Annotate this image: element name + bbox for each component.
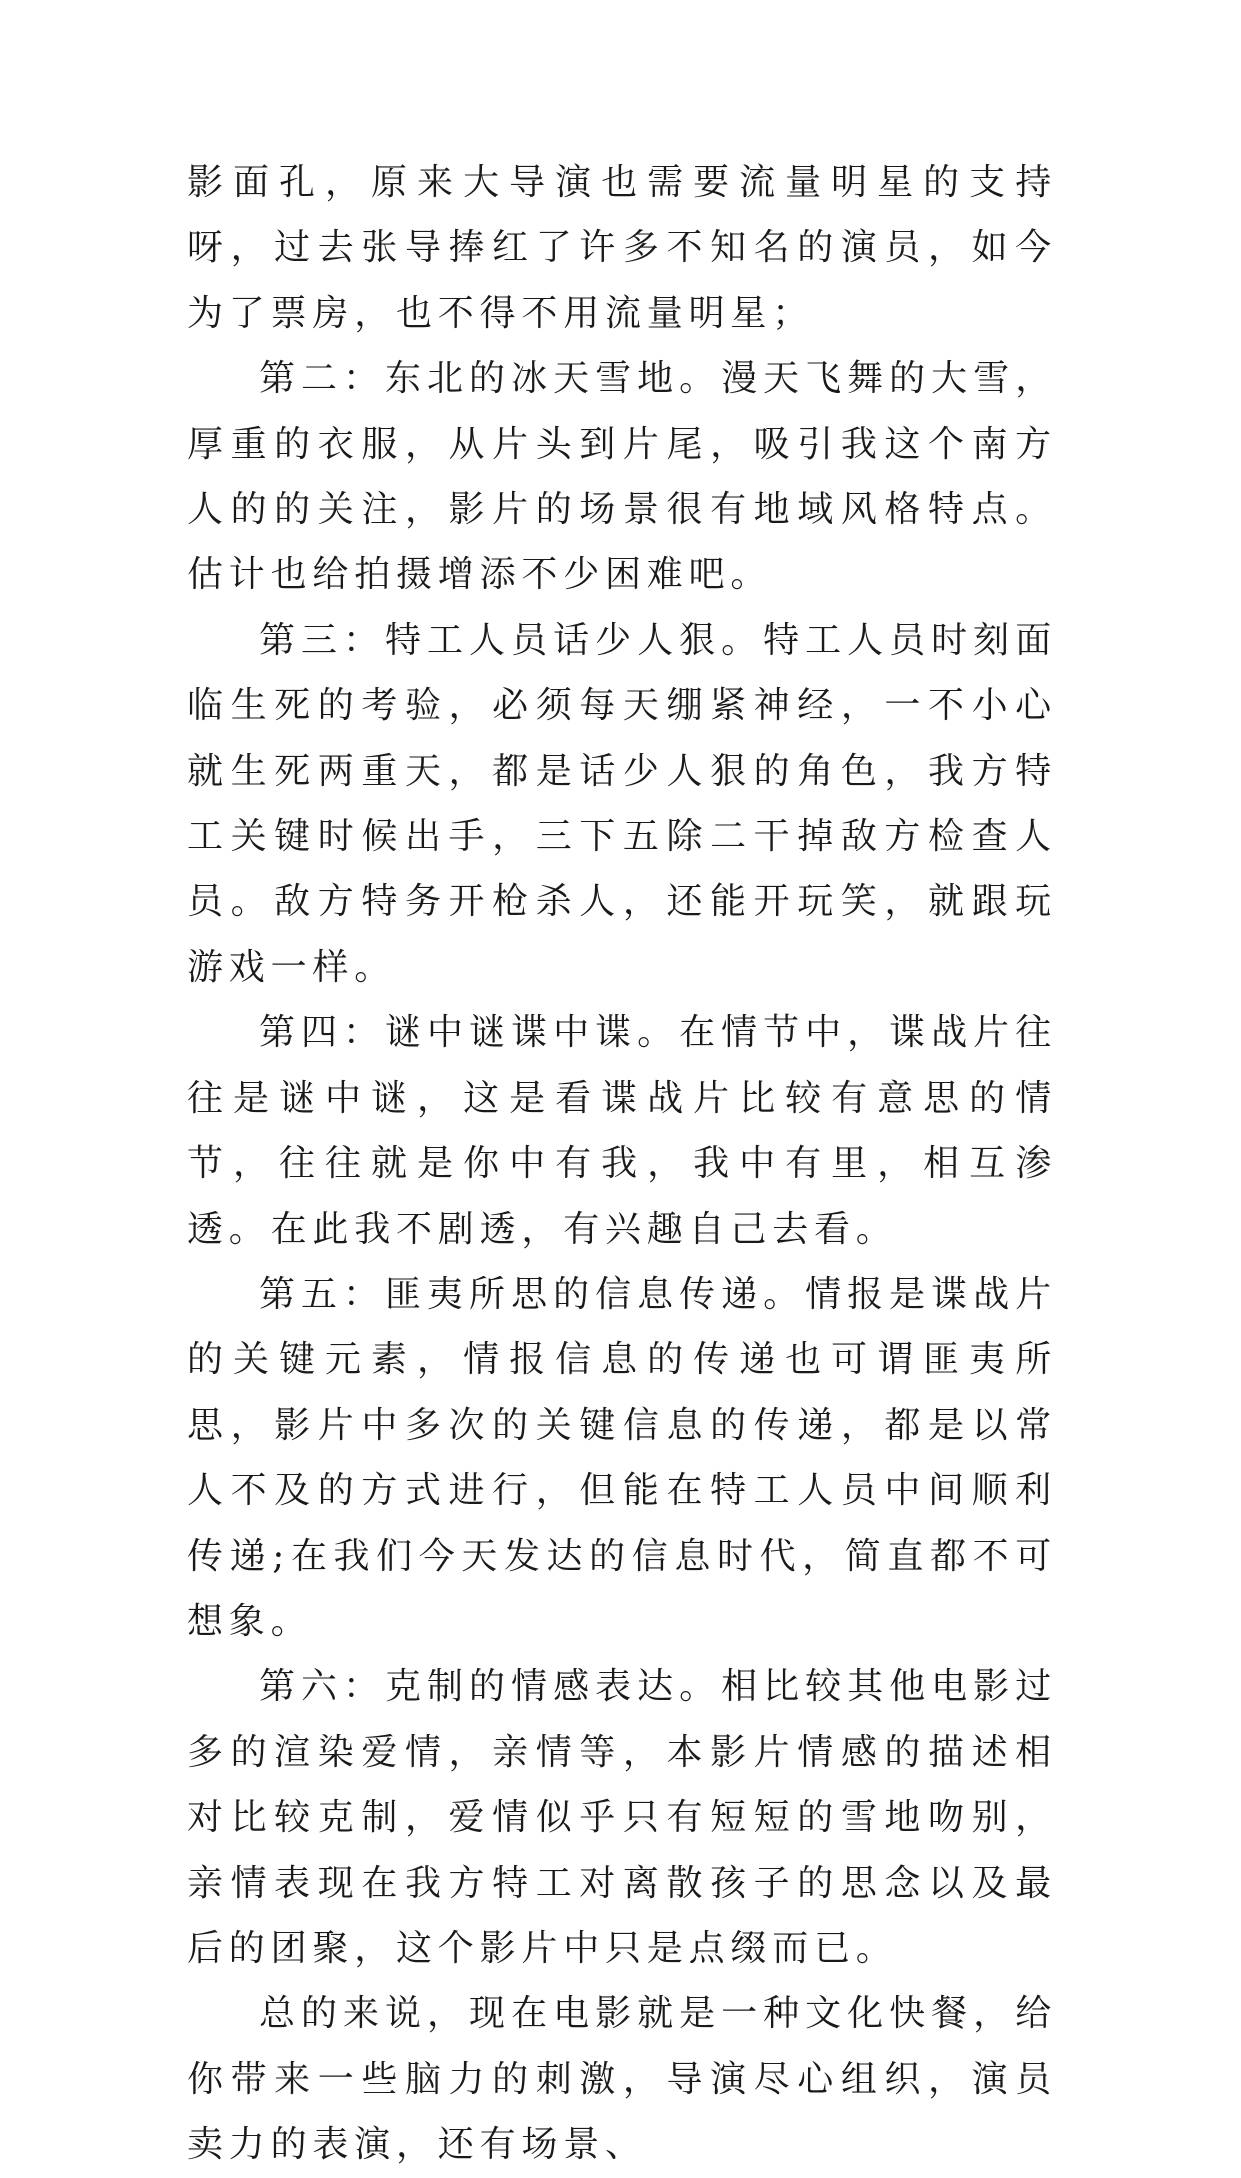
paragraph-point-four: 第四：谜中谜谍中谍。在情节中，谍战片往往是谜中谜，这是看谍战片比较有意思的情节，往往就是你中有我，我中有里，相互渗透。在此我不剧透，有兴趣自己去看。: [187, 1012, 1057, 1250]
paragraph-summary: 总的来说，现在电影就是一种文化快餐，给你带来一些脑力的刺激，导演尽心组织，演员卖力的表演，还有场景、: [187, 1993, 1057, 2166]
paragraph-point-six: 第六：克制的情感表达。相比较其他电影过多的渲染爱情，亲情等，本影片情感的描述相对比较克制，爱情似乎只有短短的雪地吻别，亲情表现在我方特工对离散孩子的思念以及最后的团聚，这个影片中只是点缀而已。: [187, 1666, 1057, 1969]
document-body: [187, 150, 1057, 2178]
paragraph-continuation: 影面孔，原来大导演也需要流量明星的支持呀，过去张导捧红了许多不知名的演员，如今为了票房，也不得不用流量明星；: [187, 162, 1057, 334]
paragraph-point-two: 第二：东北的冰天雪地。漫天飞舞的大雪，厚重的衣服，从片头到片尾，吸引我这个南方人的的关注，影片的场景很有地域风格特点。估计也给拍摄增添不少困难吧。: [187, 358, 1057, 596]
paragraph-point-three: 第三：特工人员话少人狠。特工人员时刻面临生死的考验，必须每天绷紧神经，一不小心就生死两重天，都是话少人狠的角色，我方特工关键时候出手，三下五除二干掉敌方检查人员。敌方特务开枪杀人，还能开玩笑，就跟玩游戏一样。: [187, 619, 1057, 988]
paragraph-point-five: 第五：匪夷所思的信息传递。情报是谍战片的关键元素，情报信息的传递也可谓匪夷所思，影片中多次的关键信息的传递，都是以常人不及的方式进行，但能在特工人员中间顺利传递;在我们今天发达的信息时代，简直都不可想象。: [187, 1273, 1057, 1642]
